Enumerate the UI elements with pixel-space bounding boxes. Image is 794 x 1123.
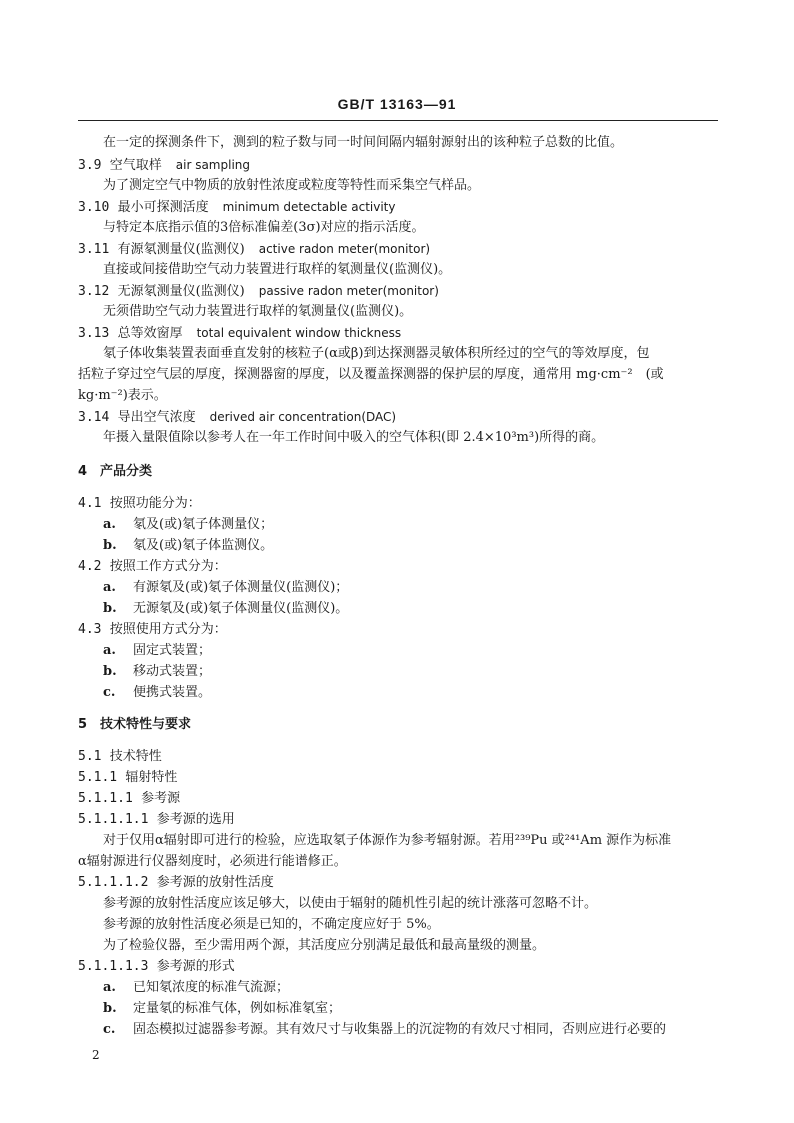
clause-english: minimum detectable activity	[222, 200, 396, 214]
paragraph: 年摄入量限值除以参考人在一年工作时间中吸入的空气体积(即 2.4×10³m³)所得的商。	[103, 430, 605, 445]
list-item	[103, 1021, 666, 1039]
clause-number: 3.13	[78, 326, 110, 341]
header-rule	[78, 120, 718, 121]
clause-3-13	[78, 324, 401, 343]
paragraph: 对于仅用α辐射即可进行的检验，应选取氡子体源作为参考辐射源。若用²³⁹Pu 或²⁴¹Am 源作为标准	[103, 833, 672, 848]
clause-english: total equivalent window thickness	[196, 326, 402, 340]
item-text: 固态模拟过滤器参考源。其有效尺寸与收集器上的沉淀物的有效尺寸相同，否则应进行必要的	[133, 1022, 667, 1037]
paragraph: 括粒子穿过空气层的厚度，探测器窗的厚度，以及覆盖探测器的保护层的厚度，通常用 mg·cm⁻² (或	[78, 367, 664, 382]
clause-4-3	[78, 621, 227, 639]
list-item	[103, 579, 348, 597]
clause-english: active radon meter(monitor)	[258, 242, 431, 256]
item-label: b.	[103, 538, 117, 553]
clause-title: 空气取样	[109, 158, 162, 173]
list-item	[103, 516, 273, 534]
item-text: 移动式装置；	[133, 664, 212, 679]
clause-3-14	[78, 408, 396, 427]
paragraph: 为了测定空气中物质的放射性浓度或粒度等特性而采集空气样品。	[103, 178, 481, 193]
clause-title: 参考源的选用	[156, 812, 235, 827]
clause-3-11	[78, 240, 430, 259]
list-item	[103, 600, 348, 618]
clause-title: 技术特性	[109, 749, 162, 764]
item-label: a.	[103, 643, 116, 658]
item-text: 有源氡及(或)氡子体测量仪(监测仪)；	[133, 580, 349, 595]
clause-number: 5.1.1.1.2	[78, 875, 149, 890]
clause-4-1	[78, 495, 201, 513]
list-item	[103, 1000, 341, 1018]
clause-number: 4.2	[78, 559, 102, 574]
item-text: 便携式装置。	[133, 685, 212, 700]
item-label: b.	[103, 664, 117, 679]
item-text: 定量氡的标准气体，例如标准氡室；	[133, 1001, 342, 1016]
paragraph: 在一定的探测条件下，测到的粒子数与同一时间间隔内辐射源射出的该种粒子总数的比值。	[103, 135, 624, 150]
standard-number: GB/T 13163—91	[337, 96, 457, 112]
section-heading-5: 5 技术特性与要求	[78, 717, 192, 732]
item-label: a.	[103, 980, 116, 995]
paragraph: 参考源的放射性活度应该足够大，以使由于辐射的随机性引起的统计涨落可忽略不计。	[103, 896, 598, 911]
item-label: a.	[103, 517, 116, 532]
item-text: 已知氡浓度的标准气流源；	[133, 980, 290, 995]
clause-5-1	[78, 748, 162, 766]
clause-4-2	[78, 558, 227, 576]
item-text: 氡及(或)氡子体监测仪。	[133, 538, 274, 553]
clause-number: 5.1.1.1	[78, 791, 133, 806]
clause-title: 总等效窗厚	[117, 326, 183, 341]
item-text: 固定式装置；	[133, 643, 212, 658]
list-item	[103, 979, 289, 997]
clause-3-12	[78, 282, 439, 301]
clause-title: 导出空气浓度	[117, 410, 196, 425]
clause-3-9	[78, 156, 250, 175]
clause-number: 3.11	[78, 242, 110, 257]
clause-english: derived air concentration(DAC)	[209, 410, 397, 424]
item-label: c.	[103, 1022, 116, 1037]
clause-5-1-1-1-1	[78, 811, 235, 829]
clause-english: passive radon meter(monitor)	[258, 284, 439, 298]
paragraph: 参考源的放射性活度必须是已知的，不确定度应好于 5%。	[103, 917, 440, 932]
paragraph: 无须借助空气动力装置进行取样的氡测量仪(监测仪)。	[103, 304, 413, 319]
clause-number: 5.1	[78, 749, 102, 764]
list-item	[103, 537, 273, 555]
clause-title: 参考源的放射性活度	[156, 875, 274, 890]
clause-5-1-1-1-3	[78, 958, 235, 976]
clause-number: 5.1.1.1.1	[78, 812, 149, 827]
clause-5-1-1-1	[78, 790, 180, 808]
item-label: c.	[103, 685, 116, 700]
clause-number: 3.12	[78, 284, 110, 299]
paragraph: 与特定本底指示值的3倍标准偏差(3σ)对应的指示活度。	[103, 220, 425, 235]
item-text: 无源氡及(或)氡子体测量仪(监测仪)。	[133, 601, 349, 616]
clause-number: 3.10	[78, 200, 110, 215]
clause-number: 3.9	[78, 158, 102, 173]
clause-3-10	[78, 198, 395, 217]
list-item	[103, 663, 211, 681]
paragraph: 直接或间接借助空气动力装置进行取样的氡测量仪(监测仪)。	[103, 262, 452, 277]
clause-title: 按照使用方式分为：	[109, 622, 227, 637]
clause-5-1-1	[78, 769, 177, 787]
item-label: b.	[103, 1001, 117, 1016]
list-item	[103, 684, 211, 702]
paragraph: 氡子体收集装置表面垂直发射的核粒子(α或β)到达探测器灵敏体积所经过的空气的等效厚度，包	[103, 346, 650, 361]
clause-title: 参考源	[141, 791, 181, 806]
clause-english: air sampling	[175, 158, 251, 172]
clause-5-1-1-1-2	[78, 874, 274, 892]
clause-number: 4.1	[78, 496, 102, 511]
clause-title: 辐射特性	[125, 770, 178, 785]
section-heading-4: 4 产品分类	[78, 464, 153, 479]
clause-title: 按照功能分为：	[109, 496, 201, 511]
list-item	[103, 642, 211, 660]
clause-number: 5.1.1.1.3	[78, 959, 149, 974]
clause-number: 4.3	[78, 622, 102, 637]
clause-title: 参考源的形式	[156, 959, 235, 974]
item-label: a.	[103, 580, 116, 595]
paragraph: kg·m⁻²)表示。	[78, 388, 167, 403]
clause-title: 按照工作方式分为：	[109, 559, 227, 574]
clause-title: 最小可探测活度	[117, 200, 209, 215]
clause-number: 3.14	[78, 410, 110, 425]
clause-title: 无源氡测量仪(监测仪)	[117, 284, 245, 299]
item-label: b.	[103, 601, 117, 616]
page-number: 2	[92, 1048, 100, 1062]
item-text: 氡及(或)氡子体测量仪；	[133, 517, 274, 532]
paragraph: 为了检验仪器，至少需用两个源，其活度应分别满足最低和最高量级的测量。	[103, 938, 546, 953]
paragraph: α辐射源进行仪器刻度时，必须进行能谱修正。	[78, 854, 347, 869]
clause-number: 5.1.1	[78, 770, 118, 785]
clause-title: 有源氡测量仪(监测仪)	[117, 242, 245, 257]
